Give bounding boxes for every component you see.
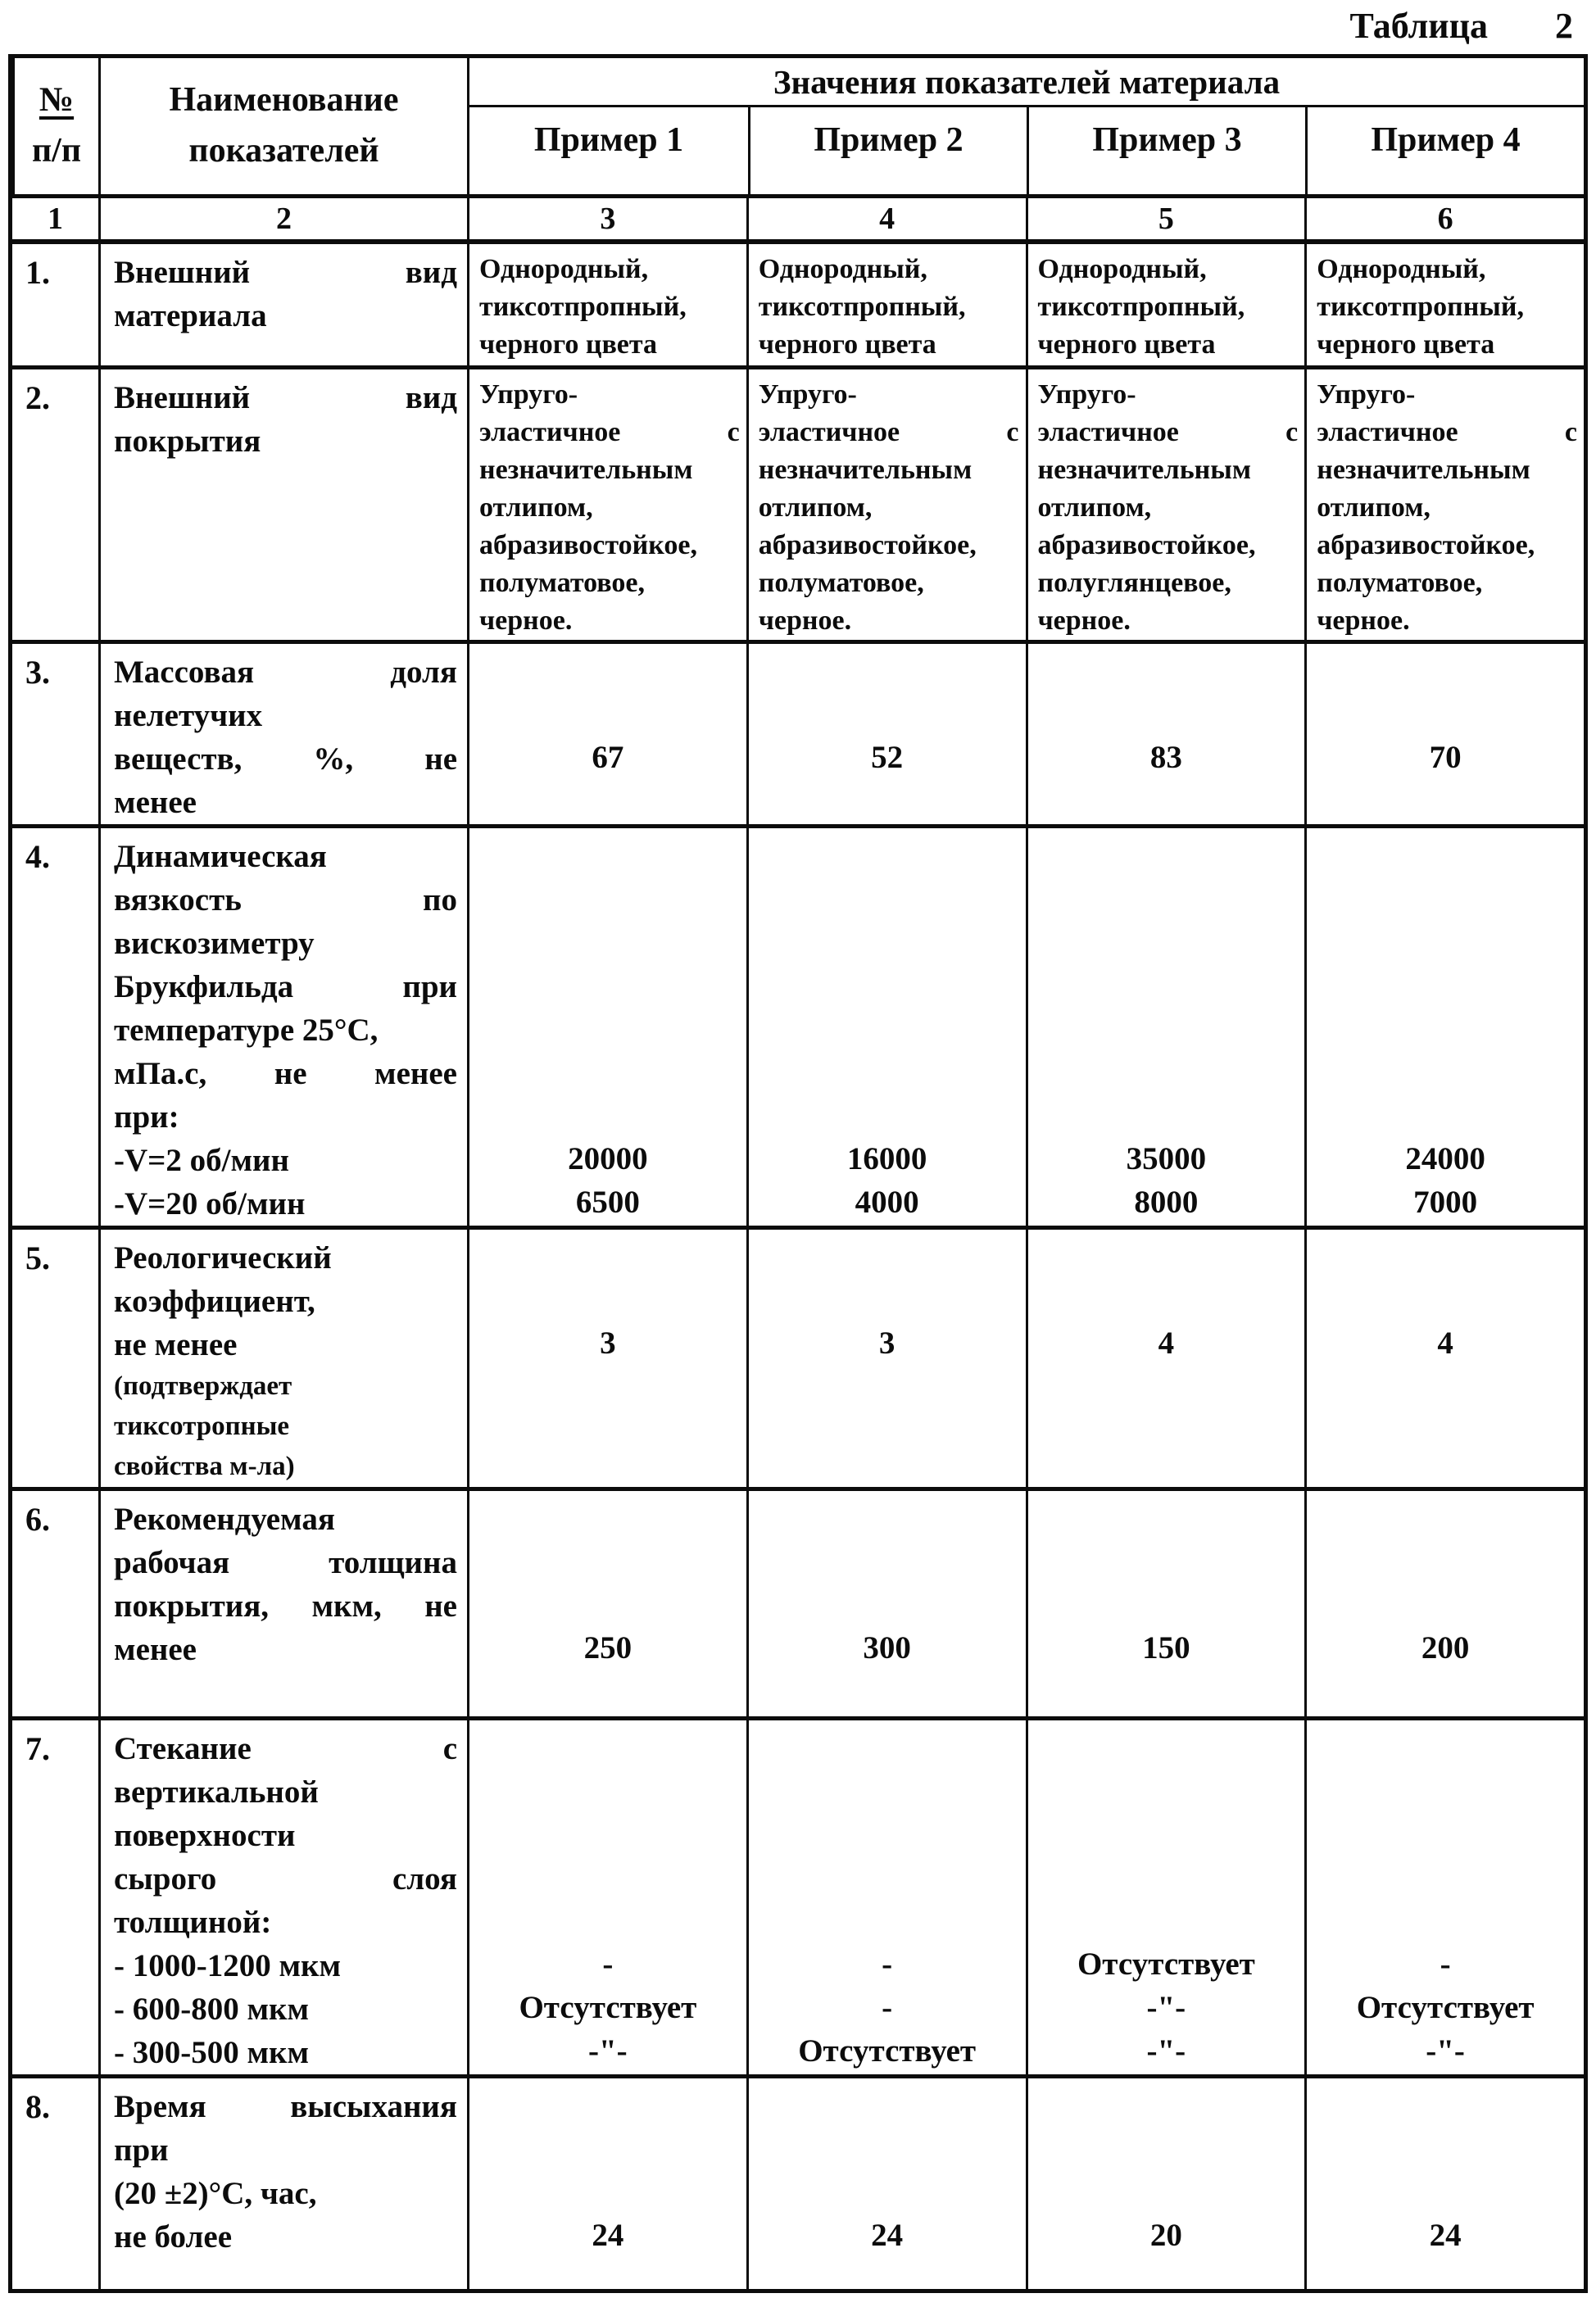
text-line: (подтверждает: [114, 1371, 292, 1401]
text-line: Внешний вид: [114, 380, 457, 415]
text-line: не менее: [114, 1327, 238, 1362]
text-line: Однородный,: [1317, 254, 1486, 284]
text-line: черное.: [1037, 605, 1131, 636]
text-line: 4000: [855, 1185, 919, 1220]
header-example-2: Пример 2: [748, 107, 1027, 194]
row-number-cell: 8.: [25, 2088, 50, 2125]
text-line: сырого слоя: [114, 1861, 457, 1897]
table-row-7: [12, 1716, 1584, 2074]
row-number-cell: 7.: [25, 1730, 50, 1767]
text-line: черного цвета: [758, 329, 936, 360]
text-line: полуглянцевое,: [1037, 568, 1231, 598]
row-name-cell: [98, 828, 467, 1226]
table-row-3: [12, 640, 1584, 824]
table-row-4: [12, 824, 1584, 1226]
text-line: -: [1440, 1947, 1451, 1982]
text-line: 3: [600, 1326, 616, 1361]
value-cell-3: [1026, 369, 1305, 640]
value-cell-4: [1304, 1230, 1584, 1487]
text-line: №: [39, 81, 75, 119]
column-index-3: 3: [467, 198, 746, 239]
row-number-cell: 3.: [25, 654, 50, 691]
text-line: черное.: [479, 605, 573, 636]
value-cell-1: [467, 644, 746, 824]
row-number-cell: 2.: [25, 379, 50, 416]
value-cell-4: [1304, 244, 1584, 365]
text-line: поверхности: [114, 1818, 296, 1853]
row-name-cell: [98, 244, 467, 365]
text-line: незначительным: [758, 455, 973, 485]
row-name-subtext: [114, 1366, 457, 1487]
text-line: -"-: [1146, 1990, 1186, 2025]
text-line: Упруго-: [758, 379, 857, 410]
row-name-cell: [98, 644, 467, 824]
text-line: менее: [114, 1632, 197, 1667]
value-cell-2: [746, 1491, 1026, 1716]
table-header: [12, 58, 1584, 198]
text-line: Отсутствует: [1356, 1990, 1535, 2025]
value-cell-1: [467, 1491, 746, 1716]
value-cell-3: [1026, 1720, 1305, 2074]
header-col-name: [98, 58, 467, 194]
text-line: Реологический: [114, 1240, 332, 1276]
text-line: эластичное с: [758, 417, 1019, 447]
text-line: свойства м-ла): [114, 1452, 295, 1481]
text-line: 6500: [575, 1185, 640, 1220]
header-example-1: Пример 1: [533, 121, 684, 159]
row-number-cell: 6.: [25, 1501, 50, 1538]
text-line: -: [882, 1990, 893, 2025]
text-line: Отсутствует: [1077, 1947, 1255, 1982]
text-line: 83: [1149, 740, 1182, 775]
text-line: отлипом,: [479, 492, 593, 523]
text-line: Динамическая: [114, 839, 327, 874]
text-line: коэффициент,: [114, 1284, 315, 1319]
text-line: - 1000-1200 мкм: [114, 1948, 342, 1983]
text-line: 250: [583, 1630, 633, 1666]
column-index-4: 4: [746, 198, 1026, 239]
text-line: Однородный,: [479, 254, 649, 284]
row-number-cell: 4.: [25, 838, 50, 875]
text-line: незначительным: [1037, 455, 1251, 485]
text-line: 300: [863, 1630, 911, 1666]
value-cell-3: [1026, 244, 1305, 365]
value-cell-2: [746, 1720, 1026, 2074]
text-line: тиксотпропный,: [1037, 292, 1245, 322]
column-index-5: 5: [1026, 198, 1305, 239]
text-line: черного цвета: [1317, 329, 1495, 360]
text-line: эластичное с: [1037, 417, 1299, 447]
text-line: тиксотпропный,: [758, 292, 966, 322]
value-cell-4: [1304, 2078, 1584, 2289]
header-group-title: Значения показателей материала: [469, 58, 1584, 107]
text-line: 24: [871, 2218, 904, 2253]
value-cell-1: [467, 1230, 746, 1487]
header-col-number: [12, 58, 98, 194]
text-line: 20: [1149, 2218, 1182, 2253]
table-row-2: [12, 365, 1584, 640]
text-line: вертикальной: [114, 1774, 319, 1810]
value-cell-2: [746, 828, 1026, 1226]
text-line: рабочая толщина: [114, 1545, 457, 1580]
value-cell-2: [746, 369, 1026, 640]
text-line: -"-: [1426, 2033, 1465, 2069]
text-line: эластичное с: [1317, 417, 1577, 447]
text-line: - 600-800 мкм: [114, 1992, 310, 2027]
text-line: черного цвета: [1037, 329, 1216, 360]
text-line: Наименование: [169, 81, 399, 119]
row-name-cell: [98, 1230, 467, 1487]
text-line: полуматовое,: [479, 568, 645, 598]
text-line: -"-: [588, 2033, 628, 2069]
table-row-6: [12, 1487, 1584, 1716]
text-line: -V=2 об/мин: [114, 1143, 289, 1178]
text-line: Массовая доля: [114, 655, 457, 690]
text-line: 70: [1429, 740, 1462, 775]
row-name-cell: [98, 1720, 467, 2074]
text-line: черное.: [1317, 605, 1410, 636]
text-line: отлипом,: [1037, 492, 1152, 523]
text-line: полуматовое,: [758, 568, 924, 598]
column-index-2: 2: [98, 198, 467, 239]
text-line: - 300-500 мкм: [114, 2035, 310, 2070]
value-cell-1: [467, 828, 746, 1226]
text-line: п/п: [31, 132, 82, 170]
table-row-1: [12, 244, 1584, 365]
value-cell-1: [467, 369, 746, 640]
column-index-6: 6: [1304, 198, 1584, 239]
text-line: температуре 25°С,: [114, 1013, 379, 1048]
text-line: вязкость по: [114, 882, 457, 918]
text-line: Внешний вид: [114, 255, 457, 290]
text-line: абразивостойкое,: [1317, 530, 1535, 560]
text-line: абразивостойкое,: [758, 530, 977, 560]
text-line: при: [114, 2132, 169, 2168]
text-line: 24: [592, 2218, 624, 2253]
table-caption-number: 2: [1555, 6, 1573, 46]
table-body: [12, 244, 1584, 2289]
text-line: толщиной:: [114, 1905, 272, 1940]
row-number-cell: 5.: [25, 1240, 50, 1276]
text-line: 52: [871, 740, 904, 775]
value-cell-4: [1304, 644, 1584, 824]
text-line: веществ, %, не: [114, 741, 457, 777]
text-line: 7000: [1413, 1185, 1478, 1220]
text-line: показателей: [188, 132, 379, 170]
value-cell-2: [746, 2078, 1026, 2289]
table-row-8: [12, 2074, 1584, 2289]
value-cell-1: [467, 244, 746, 365]
value-cell-2: [746, 644, 1026, 824]
value-cell-1: [467, 2078, 746, 2289]
header-example-columns: [469, 107, 1584, 194]
text-line: отлипом,: [1317, 492, 1431, 523]
column-index-row: [12, 198, 1584, 244]
text-line: тиксотпропный,: [479, 292, 687, 322]
value-cell-4: [1304, 828, 1584, 1226]
column-index-1: 1: [48, 202, 63, 236]
text-line: 200: [1421, 1630, 1470, 1666]
value-cell-1: [467, 1720, 746, 2074]
text-line: 8000: [1134, 1185, 1199, 1220]
text-line: 24: [1429, 2218, 1462, 2253]
text-line: Рекомендуемая: [114, 1502, 335, 1537]
value-cell-3: [1026, 644, 1305, 824]
text-line: покрытия: [114, 424, 261, 459]
text-line: Отсутствует: [798, 2033, 977, 2069]
text-line: материала: [114, 298, 267, 333]
value-cell-4: [1304, 1720, 1584, 2074]
value-cell-2: [746, 1230, 1026, 1487]
text-line: Упруго-: [479, 379, 578, 410]
table-caption: [0, 7, 1573, 46]
text-line: (20 ±2)°С, час,: [114, 2176, 317, 2211]
row-number-cell: 1.: [25, 254, 50, 291]
header-example-4: Пример 4: [1305, 107, 1584, 194]
text-line: покрытия, мкм, не: [114, 1589, 457, 1624]
text-line: -"-: [1146, 2033, 1186, 2069]
text-line: Упруго-: [1037, 379, 1136, 410]
text-line: Время высыхания: [114, 2089, 457, 2124]
text-line: незначительным: [1317, 455, 1530, 485]
value-cell-3: [1026, 2078, 1305, 2289]
value-cell-2: [746, 244, 1026, 365]
text-line: -: [882, 1947, 893, 1982]
text-line: Однородный,: [758, 254, 927, 284]
text-line: абразивостойкое,: [1037, 530, 1256, 560]
header-group: [467, 58, 1584, 194]
text-line: Стекание с: [114, 1731, 457, 1766]
text-line: 3: [878, 1326, 895, 1361]
text-line: черное.: [758, 605, 852, 636]
text-line: 4: [1437, 1326, 1453, 1361]
text-line: 4: [1158, 1326, 1175, 1361]
text-line: 24000: [1405, 1141, 1485, 1176]
text-line: не более: [114, 2219, 233, 2255]
text-line: -V=20 об/мин: [114, 1186, 306, 1221]
text-line: мПа.с, не менее: [114, 1056, 457, 1091]
text-line: 35000: [1126, 1141, 1207, 1176]
row-name-cell: [98, 1491, 467, 1716]
table-row-5: [12, 1226, 1584, 1487]
text-line: 20000: [568, 1141, 648, 1176]
value-cell-4: [1304, 1491, 1584, 1716]
text-line: менее: [114, 785, 197, 820]
text-line: тиксотпропный,: [1317, 292, 1524, 322]
text-line: при:: [114, 1099, 179, 1135]
text-line: вискозиметру: [114, 926, 315, 961]
text-line: Брукфильда при: [114, 969, 457, 1004]
text-line: незначительным: [479, 455, 693, 485]
text-line: тиксотропные: [114, 1412, 290, 1441]
row-name-cell: [98, 2078, 467, 2289]
row-name-cell: [98, 369, 467, 640]
data-table: [8, 54, 1588, 2293]
table-caption-label: Таблица: [1349, 6, 1488, 46]
text-line: 16000: [846, 1141, 927, 1176]
value-cell-3: [1026, 1230, 1305, 1487]
text-line: нелетучих: [114, 698, 263, 733]
text-line: Отсутствует: [519, 1990, 697, 2025]
value-cell-3: [1026, 828, 1305, 1226]
value-cell-4: [1304, 369, 1584, 640]
text-line: эластичное с: [479, 417, 740, 447]
text-line: абразивостойкое,: [479, 530, 697, 560]
text-line: черного цвета: [479, 329, 658, 360]
text-line: Упруго-: [1317, 379, 1416, 410]
text-line: отлипом,: [758, 492, 873, 523]
text-line: Однородный,: [1037, 254, 1207, 284]
value-cell-3: [1026, 1491, 1305, 1716]
text-line: 67: [592, 740, 624, 775]
text-line: 150: [1142, 1630, 1190, 1666]
text-line: -: [602, 1947, 614, 1982]
text-line: полуматовое,: [1317, 568, 1483, 598]
header-example-3: Пример 3: [1027, 107, 1305, 194]
